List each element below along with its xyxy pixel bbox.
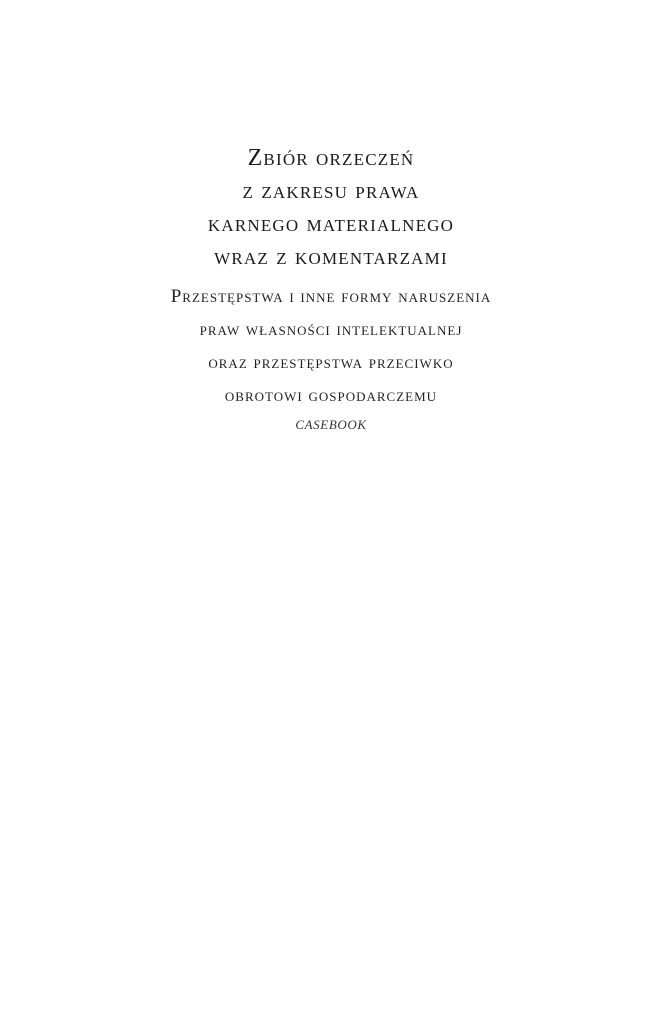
subtitle-line: oraz przestępstwa przeciwko <box>208 352 454 373</box>
main-title-line: wraz z komentarzami <box>214 244 448 270</box>
subtitle-line: praw własności intelektualnej <box>199 319 463 340</box>
subtitle-line: Przestępstwa i inne formy naruszenia <box>170 286 492 307</box>
main-title-line: Zbiór orzeczeń <box>247 145 415 171</box>
subtitle-line: obrotowi gospodarczemu <box>224 385 438 406</box>
main-title-line: karnego materialnego <box>207 211 455 237</box>
main-title-line: z zakresu prawa <box>242 178 420 204</box>
series-label: CASEBOOK <box>295 417 367 432</box>
subtitle <box>0 280 662 412</box>
title-block <box>0 142 662 436</box>
main-title <box>0 142 662 274</box>
